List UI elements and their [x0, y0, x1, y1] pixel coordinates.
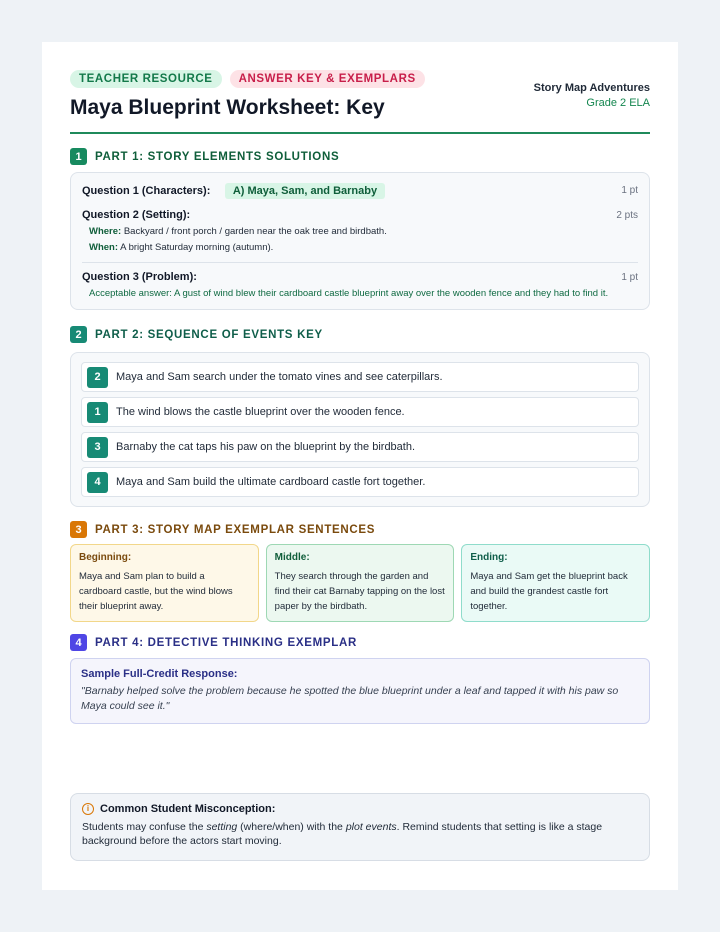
- question-3-answer: Acceptable answer: A gust of wind blew their cardboard castle blueprint away over the wooden fence and they had to find it.: [89, 288, 609, 299]
- sequence-text: Maya and Sam build the ultimate cardboard castle fort together.: [116, 476, 426, 488]
- part2-heading: [70, 326, 650, 343]
- misconception-text: Students may confuse the setting (where/when) with the plot events. Remind students that setting is like a stage background before the actors start moving.: [82, 821, 603, 847]
- misconception-callout: [70, 793, 650, 861]
- question-3-points: 1 pt: [621, 271, 638, 283]
- question-3-label: Question 3 (Problem):: [82, 271, 197, 283]
- sequence-number: 4: [87, 472, 108, 493]
- sequence-text: Barnaby the cat taps his paw on the blueprint by the birdbath.: [116, 441, 416, 453]
- part1-heading: [70, 148, 650, 165]
- part4-number: 4: [70, 634, 87, 651]
- question-1-label: Question 1 (Characters):: [82, 185, 211, 197]
- question-2-points: 2 pts: [616, 209, 638, 221]
- sequence-item: [81, 362, 639, 392]
- part4-title: PART 4: DETECTIVE THINKING EXEMPLAR: [95, 636, 357, 649]
- sequence-number: 2: [87, 367, 108, 388]
- middle-text: They search through the garden and find their cat Barnaby tapping on the lost paper by the birdbath.: [274, 571, 445, 612]
- worksheet-page: [42, 42, 678, 890]
- ending-card: [461, 544, 650, 622]
- sequence-text: The wind blows the castle blueprint over the wooden fence.: [116, 406, 405, 418]
- beginning-text: Maya and Sam plan to build a cardboard castle, but the wind blows their blueprint away.: [79, 571, 233, 612]
- beginning-title: Beginning:: [79, 552, 132, 563]
- badge-row: [70, 70, 425, 88]
- question-1-points: 1 pt: [621, 184, 638, 196]
- page-title: Maya Blueprint Worksheet: Key: [70, 96, 385, 119]
- sequence-item: [81, 432, 639, 462]
- setting-where: Where: Backyard / front porch / garden near the oak tree and birdbath.: [89, 226, 387, 237]
- sequence-number: 1: [87, 402, 108, 423]
- question-2: [71, 207, 649, 262]
- part1-number: 1: [70, 148, 87, 165]
- part3-heading: [70, 521, 650, 538]
- response-title: Sample Full-Credit Response:: [81, 668, 238, 680]
- ending-text: Maya and Sam get the blueprint back and build the grandest castle fort together.: [470, 571, 628, 612]
- part3-number: 3: [70, 521, 87, 538]
- beginning-card: [70, 544, 259, 622]
- setting-when: When: A bright Saturday morning (autumn).: [89, 242, 274, 253]
- info-icon: i: [82, 803, 94, 815]
- sequence-item: [81, 397, 639, 427]
- ending-title: Ending:: [470, 552, 508, 563]
- question-1-answer: A) Maya, Sam, and Barnaby: [225, 183, 385, 199]
- part4-heading: [70, 634, 650, 651]
- part1-title: PART 1: STORY ELEMENTS SOLUTIONS: [95, 150, 340, 163]
- grade-level: Grade 2 ELA: [586, 97, 650, 109]
- sequence-card: [70, 352, 650, 507]
- question-1: [71, 173, 649, 207]
- part1-card: [70, 172, 650, 310]
- sequence-number: 3: [87, 437, 108, 458]
- middle-title: Middle:: [274, 552, 310, 563]
- part2-number: 2: [70, 326, 87, 343]
- part2-title: PART 2: SEQUENCE OF EVENTS KEY: [95, 328, 323, 341]
- page-header: [70, 70, 650, 134]
- answer-key-badge: ANSWER KEY & EXEMPLARS: [230, 70, 425, 88]
- story-map-exemplars: [70, 544, 650, 622]
- part3-title: PART 3: STORY MAP EXEMPLAR SENTENCES: [95, 523, 376, 536]
- sequence-item: [81, 467, 639, 497]
- question-2-label: Question 2 (Setting):: [82, 209, 191, 221]
- header-meta: [534, 70, 650, 109]
- response-text: "Barnaby helped solve the problem because he spotted the blue blueprint under a leaf and tapped it with his paw so Maya could see it.": [81, 685, 619, 712]
- question-3: [71, 263, 649, 309]
- teacher-resource-badge: TEACHER RESOURCE: [70, 70, 222, 88]
- detective-card: [70, 658, 650, 724]
- middle-card: [266, 544, 455, 622]
- sequence-text: Maya and Sam search under the tomato vines and see caterpillars.: [116, 371, 443, 383]
- misconception-title: Common Student Misconception:: [100, 803, 276, 815]
- organization-name: Story Map Adventures: [533, 82, 650, 94]
